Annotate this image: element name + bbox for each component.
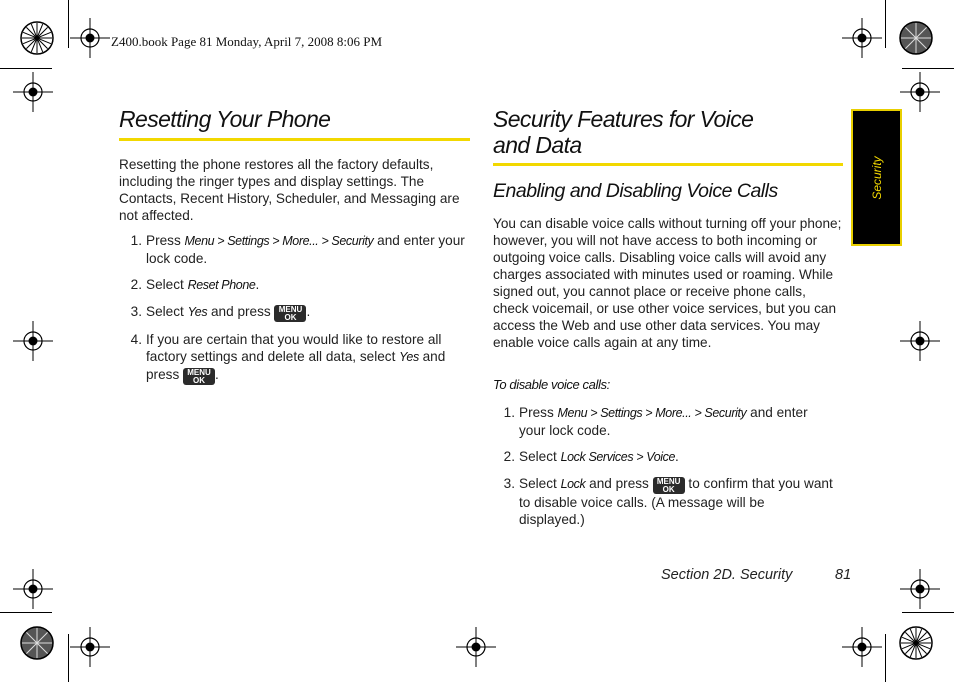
section-tab-label: Security bbox=[869, 155, 884, 200]
right-title-rule bbox=[493, 163, 843, 166]
left-step-3: 3. Select Yes and press MENU OK . bbox=[130, 304, 311, 322]
right-section-title: Security Features for Voice and Data bbox=[493, 106, 754, 158]
left-step-1: 1. Press Menu > Settings > More... > Security and enter your lock code. bbox=[130, 233, 465, 266]
procedure-label: To disable voice calls: bbox=[493, 377, 610, 392]
left-step-2: 2. Select Reset Phone. bbox=[130, 277, 260, 292]
left-steps-list bbox=[130, 232, 468, 385]
left-intro: Resetting the phone restores all the factory defaults, including the ringer types and display settings. The Contacts, Recent History, Scheduler, and Messaging are not affected. bbox=[119, 157, 460, 223]
section-tab bbox=[851, 109, 902, 246]
right-steps-list bbox=[503, 404, 834, 528]
right-body: You can disable voice calls without turning off your phone; however, you will not have access to both incoming or outgoing voice calls. Disabling voice calls will avoid any charges associated with minutes used or roaming. While signed out, you cannot place or receive phone calls, check voicemail, or use other voice services, but you can access the Web and use other data services. You may enable voice calls again at any time. bbox=[493, 216, 842, 350]
menu-ok-key-icon: MENU OK bbox=[653, 477, 685, 494]
right-step-3: 3. Select Lock and press MENU OK to confirm that you want to disable voice calls. (A message will be displayed.) bbox=[503, 476, 833, 527]
print-header: Z400.book Page 81 Monday, April 7, 2008 8:06 PM bbox=[111, 34, 383, 49]
right-step-1: 1. Press Menu > Settings > More... > Security and enter your lock code. bbox=[503, 405, 808, 438]
page-number: 81 bbox=[835, 567, 852, 583]
left-title-rule bbox=[119, 138, 470, 141]
menu-ok-key-icon: MENU OK bbox=[274, 305, 306, 322]
footer-section: Section 2D. Security bbox=[661, 567, 793, 583]
right-subtitle: Enabling and Disabling Voice Calls bbox=[493, 180, 778, 202]
left-section-title: Resetting Your Phone bbox=[119, 106, 331, 132]
right-step-2: 2. Select Lock Services > Voice. bbox=[503, 449, 679, 464]
left-step-4: 4. If you are certain that you would like to restore all factory settings and delete all data, select Yes and press MENU OK . bbox=[130, 332, 446, 385]
menu-ok-key-icon: MENU OK bbox=[183, 368, 215, 385]
